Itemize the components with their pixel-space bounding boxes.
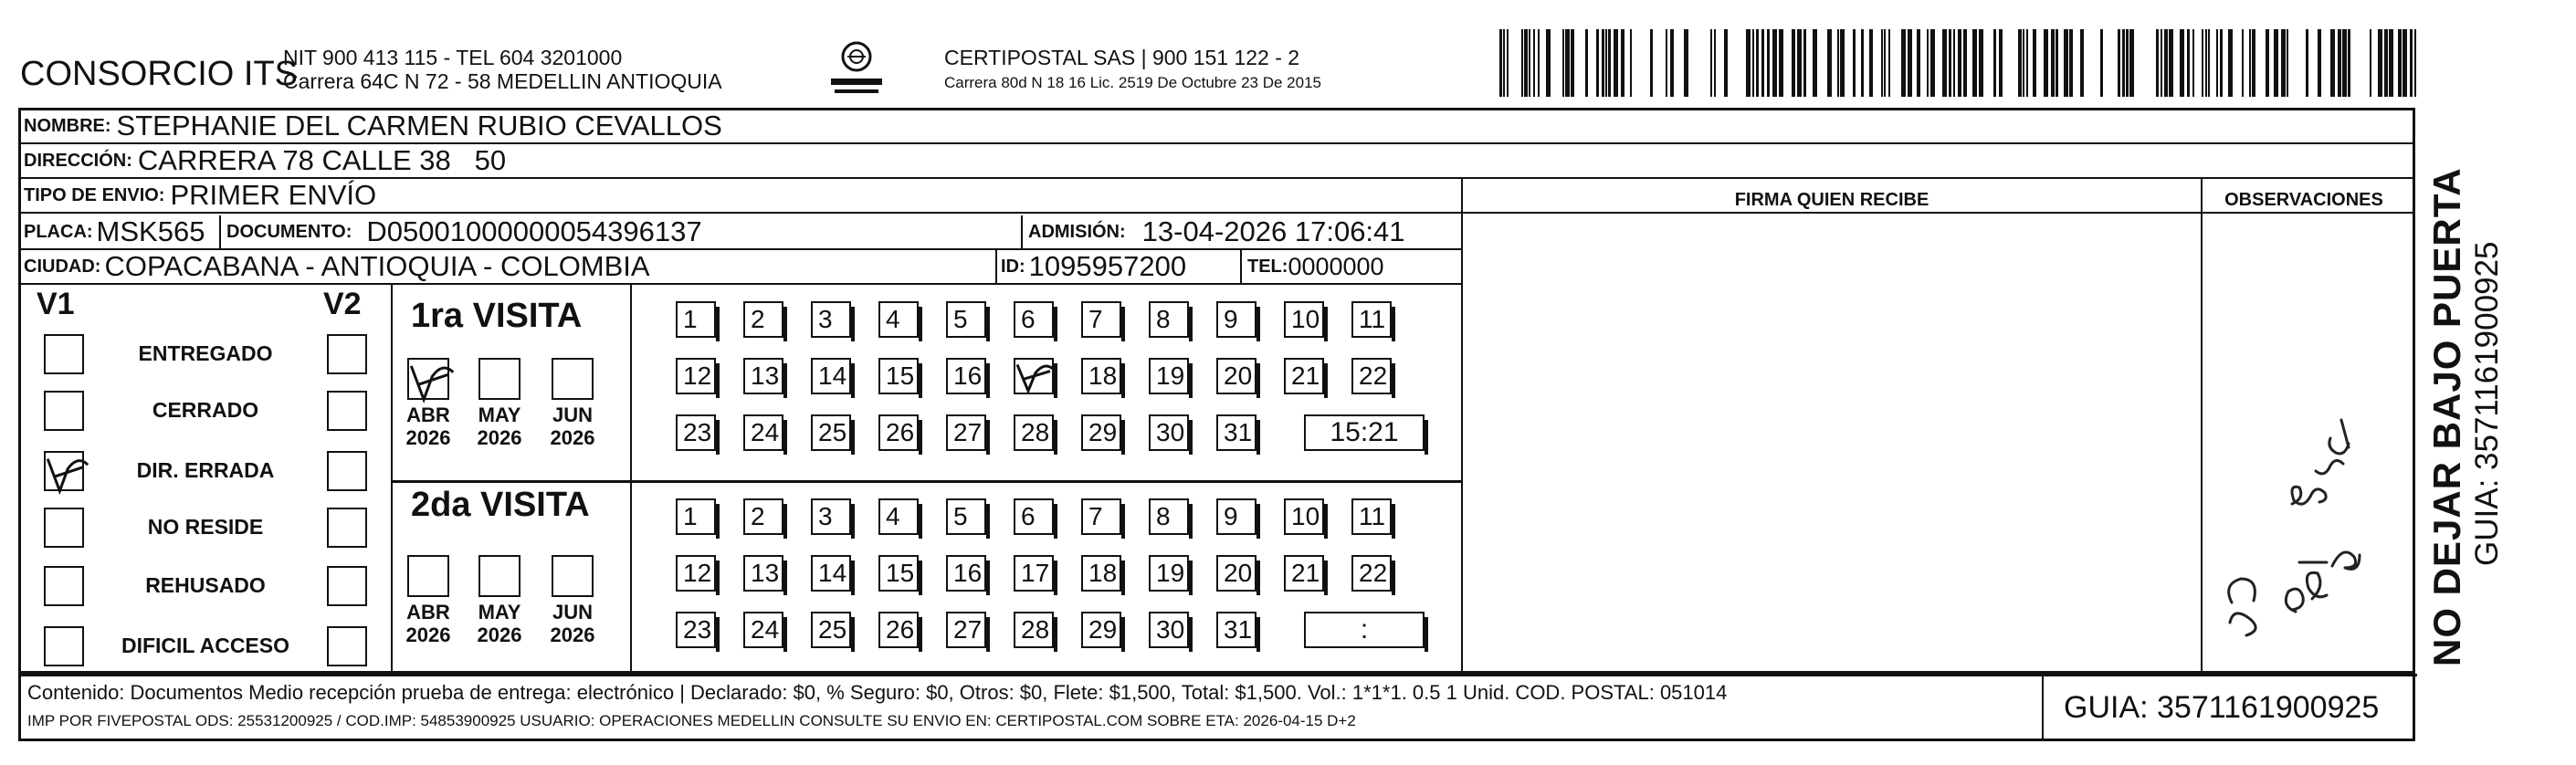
- month-label: ABR: [406, 601, 450, 624]
- tel-label: TEL:: [1247, 256, 1288, 277]
- day-box[interactable]: 7: [1081, 301, 1121, 338]
- barcode-bar: [2023, 29, 2024, 97]
- day-box[interactable]: 24: [743, 414, 783, 451]
- barcode-bar: [2180, 29, 2184, 97]
- day-box[interactable]: 6: [1014, 301, 1054, 338]
- v2-checkbox[interactable]: [327, 451, 367, 491]
- visit1-title: 1ra VISITA: [411, 297, 583, 335]
- day-box[interactable]: 29: [1081, 414, 1121, 451]
- barcode-bar: [2018, 29, 2022, 97]
- barcode-bar: [2403, 29, 2407, 97]
- footer-guia: GUIA: 3571161900925: [2064, 690, 2380, 725]
- barcode-bar: [1827, 29, 1832, 97]
- barcode-bar: [1684, 29, 1688, 97]
- status-option-label: DIR. ERRADA: [136, 458, 275, 482]
- certipostal-logo: [827, 38, 886, 102]
- day-box[interactable]: 16: [946, 358, 986, 394]
- direccion-value: CARRERA 78 CALLE 38 50: [137, 144, 507, 176]
- barcode-bar: [1953, 29, 1955, 97]
- barcode-bar: [1571, 29, 1574, 97]
- day-box[interactable]: 26: [878, 612, 919, 648]
- barcode-bar: [1650, 29, 1653, 97]
- month-checkbox[interactable]: [478, 358, 520, 400]
- barcode-bar: [1503, 29, 1505, 97]
- day-box[interactable]: 27: [946, 414, 986, 451]
- status-option-label: NO RESIDE: [147, 515, 264, 539]
- id-value: 1095957200: [1028, 250, 1187, 282]
- v2-checkbox[interactable]: [327, 566, 367, 606]
- barcode-bar: [2378, 29, 2382, 97]
- barcode-bar: [1602, 29, 1604, 97]
- barcode-bar: [1746, 29, 1751, 97]
- status-option-label: REHUSADO: [145, 573, 266, 597]
- footer-contenido: Contenido: Documentos Medio recepción prueba de entrega: electrónico | Declarado: $0, % Seguro: $0, Otros: $0, Flete: $1,500, Total: $1,500. Vol.: 1*1*1. 0.5 1 Unid. COD. POSTAL: 051014: [27, 681, 1728, 704]
- barcode-bar: [2330, 29, 2335, 97]
- barcode-bar: [1779, 29, 1783, 97]
- barcode-bar: [1792, 29, 1795, 97]
- check-mark: [409, 360, 451, 402]
- ciudad-label: CIUDAD:: [24, 256, 101, 277]
- barcode-bar: [2122, 29, 2125, 97]
- barcode-bar: [2348, 29, 2350, 97]
- barcode-bar: [1901, 29, 1906, 97]
- barcode-bar: [1999, 29, 2003, 97]
- day-box[interactable]: 25: [811, 414, 851, 451]
- nombre-label: NOMBRE:: [24, 115, 111, 136]
- day-box[interactable]: 4: [878, 301, 919, 338]
- barcode-bar: [1979, 29, 1983, 97]
- tipo-envio-value: PRIMER ENVÍO: [170, 179, 377, 211]
- barcode-bar: [1596, 29, 1599, 97]
- barcode-bar: [2033, 29, 2036, 97]
- day-box[interactable]: 22: [1351, 555, 1392, 592]
- barcode-bar: [1630, 29, 1632, 97]
- day-box[interactable]: 27: [946, 612, 986, 648]
- barcode-bar: [1803, 29, 1806, 97]
- documento-value: D05001000000054396137: [366, 215, 702, 247]
- barcode-bar: [2044, 29, 2048, 97]
- barcode-bar: [1958, 29, 1961, 97]
- month-label: MAY: [478, 601, 521, 624]
- barcode-bar: [2205, 29, 2207, 97]
- day-box[interactable]: 21: [1284, 555, 1324, 592]
- barcode-bar: [1840, 29, 1845, 97]
- barcode-bar: [2129, 29, 2134, 97]
- day-box[interactable]: 28: [1014, 612, 1054, 648]
- barcode-bar: [2161, 29, 2162, 97]
- barcode-bar: [1927, 29, 1929, 97]
- day-box[interactable]: 19: [1149, 555, 1189, 592]
- day-box[interactable]: 11: [1351, 498, 1392, 535]
- day-box[interactable]: 14: [811, 555, 851, 592]
- barcode-bar: [2287, 29, 2288, 97]
- v1-header: V1: [37, 287, 75, 321]
- barcode-bar: [1670, 29, 1674, 97]
- barcode-bar: [1884, 29, 1886, 97]
- placa-value: MSK565: [96, 215, 205, 247]
- barcode-bar: [1714, 29, 1716, 97]
- day-box[interactable]: 8: [1149, 498, 1189, 535]
- day-box[interactable]: 12: [676, 555, 716, 592]
- day-box[interactable]: 31: [1216, 612, 1256, 648]
- tel-row: [1247, 250, 1384, 283]
- barcode-bar: [2169, 29, 2173, 97]
- id-row: [1001, 250, 1186, 283]
- day-box[interactable]: 11: [1351, 301, 1392, 338]
- v2-header: V2: [323, 287, 362, 321]
- month-checkbox[interactable]: [407, 358, 449, 400]
- firma-header: FIRMA QUIEN RECIBE: [1734, 190, 1929, 210]
- barcode-bar: [2220, 29, 2223, 97]
- v2-checkbox[interactable]: [327, 508, 367, 548]
- barcode-bar: [2338, 29, 2341, 97]
- observaciones-handwriting: [2204, 383, 2383, 648]
- barcode-bar: [2384, 29, 2388, 97]
- ciudad-value: COPACABANA - ANTIOQUIA - COLOMBIA: [104, 250, 650, 282]
- month-year: 2026: [477, 426, 522, 449]
- barcode-bar: [2398, 29, 2402, 97]
- company-nit: NIT 900 413 115 - TEL 604 3201000: [283, 46, 623, 69]
- day-box[interactable]: 28: [1014, 414, 1054, 451]
- barcode-bar: [1605, 29, 1607, 97]
- status-option-label: DIFICIL ACCESO: [121, 634, 289, 657]
- barcode-bar: [2414, 29, 2416, 97]
- barcode-bar: [1993, 29, 1996, 97]
- barcode-bar: [2266, 29, 2269, 97]
- day-box[interactable]: 24: [743, 612, 783, 648]
- barcode-bar: [1524, 29, 1528, 97]
- barcode-bar: [1797, 29, 1802, 97]
- barcode-bar: [2208, 29, 2210, 97]
- month-label: JUN: [552, 601, 593, 624]
- day-box[interactable]: 3: [811, 498, 851, 535]
- barcode-bar: [1756, 29, 1759, 97]
- v2-checkbox[interactable]: [327, 334, 367, 374]
- day-box[interactable]: 22: [1351, 358, 1392, 394]
- barcode-bar: [1888, 29, 1890, 97]
- barcode-bar: [1608, 29, 1611, 97]
- barcode-bar: [1621, 29, 1624, 97]
- day-box[interactable]: 23: [676, 612, 716, 648]
- barcode-bar: [1917, 29, 1920, 97]
- barcode-bar: [1861, 29, 1864, 97]
- day-box[interactable]: 4: [878, 498, 919, 535]
- documento-row: [226, 215, 702, 248]
- status-option-label: ENTREGADO: [138, 341, 273, 365]
- barcode-bar: [1666, 29, 1667, 97]
- v2-checkbox[interactable]: [327, 626, 367, 666]
- v1-checkbox[interactable]: [44, 566, 84, 606]
- month-year: 2026: [550, 426, 595, 449]
- month-year: 2026: [405, 624, 451, 646]
- tel-value: 0000000: [1288, 252, 1384, 280]
- barcode-bar: [1837, 29, 1839, 97]
- day-box[interactable]: 16: [946, 555, 986, 592]
- day-box[interactable]: 18: [1081, 358, 1121, 394]
- day-box[interactable]: 26: [878, 414, 919, 451]
- check-mark: [1015, 360, 1052, 393]
- barcode-bar: [2389, 29, 2393, 97]
- month-label: JUN: [552, 403, 593, 426]
- day-box[interactable]: 3: [811, 301, 851, 338]
- day-box[interactable]: 21: [1284, 358, 1324, 394]
- id-label: ID:: [1001, 256, 1025, 277]
- ciudad-row: [24, 250, 650, 283]
- barcode-bar: [1562, 29, 1564, 97]
- v1-checkbox[interactable]: [44, 626, 84, 666]
- barcode-bar: [1710, 29, 1712, 97]
- barcode-bar: [1813, 29, 1817, 97]
- barcode-bar: [2080, 29, 2084, 97]
- day-box[interactable]: 30: [1149, 414, 1189, 451]
- barcode-bar: [2069, 29, 2073, 97]
- barcode-bar: [1565, 29, 1570, 97]
- day-box[interactable]: 29: [1081, 612, 1121, 648]
- barcode-bar: [1724, 29, 1728, 97]
- month-year: 2026: [405, 426, 451, 449]
- barcode-bar: [1752, 29, 1754, 97]
- footer-imp: IMP POR FIVEPOSTAL ODS: 25531200925 / COD.IMP: 54853900925 USUARIO: OPERACIONES MEDELLIN CONSULTE SU ENVIO EN: CERTIPOSTAL.COM SOBRE ETA: 2026-04-15 D+2: [27, 712, 1356, 729]
- v1-checkbox[interactable]: [44, 334, 84, 374]
- barcode-bar: [2342, 29, 2347, 97]
- barcode: [1499, 29, 2416, 97]
- barcode-bar: [1869, 29, 1873, 97]
- barcode-bar: [2051, 29, 2055, 97]
- barcode-bar: [2228, 29, 2233, 97]
- day-box[interactable]: 1: [676, 498, 716, 535]
- v1-checkbox[interactable]: [44, 391, 84, 431]
- documento-label: DOCUMENTO:: [226, 221, 352, 242]
- v1-checkbox[interactable]: [44, 451, 84, 491]
- barcode-bar: [1767, 29, 1770, 97]
- placa-label: PLACA:: [24, 221, 93, 242]
- day-box[interactable]: 20: [1216, 358, 1256, 394]
- admision-value: 13-04-2026 17:06:41: [1141, 215, 1405, 247]
- barcode-bar: [2156, 29, 2159, 97]
- side-guia: GUIA: 3571161900925: [2469, 241, 2505, 566]
- day-box[interactable]: 30: [1149, 612, 1189, 648]
- month-label: ABR: [406, 403, 450, 426]
- v1-checkbox[interactable]: [44, 508, 84, 548]
- barcode-bar: [1533, 29, 1535, 97]
- carrier-address: Carrera 80d N 18 16 Lic. 2519 De Octubre 23 De 2015: [944, 74, 1321, 91]
- direccion-label: DIRECCIÓN:: [24, 150, 132, 171]
- day-box[interactable]: 25: [811, 612, 851, 648]
- barcode-bar: [1908, 29, 1912, 97]
- day-box[interactable]: 10: [1284, 301, 1324, 338]
- barcode-bar: [2249, 29, 2251, 97]
- barcode-bar: [1614, 29, 1618, 97]
- day-box[interactable]: 14: [811, 358, 851, 394]
- admision-label: ADMISIÓN:: [1028, 221, 1126, 242]
- barcode-bar: [2056, 29, 2058, 97]
- side-warning: NO DEJAR BAJO PUERTA: [2425, 167, 2468, 666]
- day-box[interactable]: 13: [743, 358, 783, 394]
- time-box[interactable]: 15:21: [1304, 414, 1425, 451]
- day-box[interactable]: 9: [1216, 301, 1256, 338]
- tipo-envio-label: TIPO DE ENVIO:: [24, 184, 165, 205]
- barcode-bar: [2064, 29, 2068, 97]
- barcode-bar: [2252, 29, 2255, 97]
- barcode-bar: [2306, 29, 2308, 97]
- barcode-bar: [2100, 29, 2103, 97]
- barcode-bar: [2318, 29, 2321, 97]
- barcode-bar: [1538, 29, 1540, 97]
- month-label: MAY: [478, 403, 521, 426]
- barcode-bar: [1772, 29, 1777, 97]
- day-box[interactable]: 2: [743, 301, 783, 338]
- company-address: Carrera 64C N 72 - 58 MEDELLIN ANTIOQUIA: [283, 69, 722, 93]
- day-box[interactable]: 10: [1284, 498, 1324, 535]
- month-checkbox[interactable]: [552, 555, 594, 597]
- barcode-bar: [2216, 29, 2218, 97]
- month-year: 2026: [477, 624, 522, 646]
- barcode-bar: [2118, 29, 2120, 97]
- barcode-bar: [2274, 29, 2278, 97]
- day-box[interactable]: 7: [1081, 498, 1121, 535]
- day-box[interactable]: 1: [676, 301, 716, 338]
- barcode-bar: [1949, 29, 1951, 97]
- barcode-bar: [2126, 29, 2129, 97]
- barcode-bar: [2242, 29, 2244, 97]
- company-name: CONSORCIO ITS: [20, 55, 299, 93]
- day-box[interactable]: 12: [676, 358, 716, 394]
- day-box[interactable]: 5: [946, 301, 986, 338]
- barcode-bar: [2281, 29, 2286, 97]
- barcode-bar: [1521, 29, 1523, 97]
- day-box[interactable]: 15: [878, 358, 919, 394]
- barcode-bar: [1881, 29, 1883, 97]
- day-box[interactable]: 13: [743, 555, 783, 592]
- barcode-bar: [1853, 29, 1856, 97]
- day-box[interactable]: 20: [1216, 555, 1256, 592]
- month-checkbox[interactable]: [407, 555, 449, 597]
- nombre-row: [24, 110, 722, 142]
- barcode-bar: [1930, 29, 1935, 97]
- day-box[interactable]: 17: [1014, 555, 1054, 592]
- day-box[interactable]: 8: [1149, 301, 1189, 338]
- status-option-label: CERRADO: [152, 398, 259, 422]
- barcode-bar: [2202, 29, 2203, 97]
- carrier-name: CERTIPOSTAL SAS | 900 151 122 - 2: [944, 46, 1300, 69]
- tipo-envio-row: [24, 179, 376, 212]
- day-box[interactable]: 9: [1216, 498, 1256, 535]
- barcode-bar: [2370, 29, 2371, 97]
- barcode-bar: [1499, 29, 1502, 97]
- day-box[interactable]: 5: [946, 498, 986, 535]
- time-box[interactable]: :: [1304, 612, 1425, 648]
- day-box[interactable]: 6: [1014, 498, 1054, 535]
- day-box[interactable]: 31: [1216, 414, 1256, 451]
- barcode-bar: [1546, 29, 1551, 97]
- barcode-bar: [1529, 29, 1530, 97]
- direccion-row: [24, 144, 506, 177]
- day-box[interactable]: 19: [1149, 358, 1189, 394]
- barcode-bar: [1585, 29, 1588, 97]
- barcode-bar: [2187, 29, 2190, 97]
- barcode-bar: [2164, 29, 2168, 97]
- day-box[interactable]: 18: [1081, 555, 1121, 592]
- visit2-title: 2da VISITA: [411, 486, 590, 524]
- barcode-bar: [1942, 29, 1947, 97]
- month-year: 2026: [550, 624, 595, 646]
- barcode-bar: [1963, 29, 1967, 97]
- barcode-bar: [1972, 29, 1977, 97]
- nombre-value: STEPHANIE DEL CARMEN RUBIO CEVALLOS: [116, 110, 722, 141]
- barcode-bar: [2410, 29, 2413, 97]
- day-box[interactable]: 23: [676, 414, 716, 451]
- observaciones-header: OBSERVACIONES: [2224, 190, 2383, 210]
- barcode-bar: [1507, 29, 1509, 97]
- placa-row: [24, 215, 205, 248]
- admision-row: [1028, 215, 1405, 248]
- barcode-bar: [2192, 29, 2194, 97]
- v2-checkbox[interactable]: [327, 391, 367, 431]
- day-box[interactable]: 2: [743, 498, 783, 535]
- check-mark: [46, 453, 86, 493]
- barcode-bar: [2026, 29, 2028, 97]
- month-checkbox[interactable]: [552, 358, 594, 400]
- side-text: [2420, 110, 2566, 676]
- day-box[interactable]: [1014, 358, 1054, 394]
- day-box[interactable]: 15: [878, 555, 919, 592]
- month-checkbox[interactable]: [478, 555, 520, 597]
- barcode-bar: [1761, 29, 1764, 97]
